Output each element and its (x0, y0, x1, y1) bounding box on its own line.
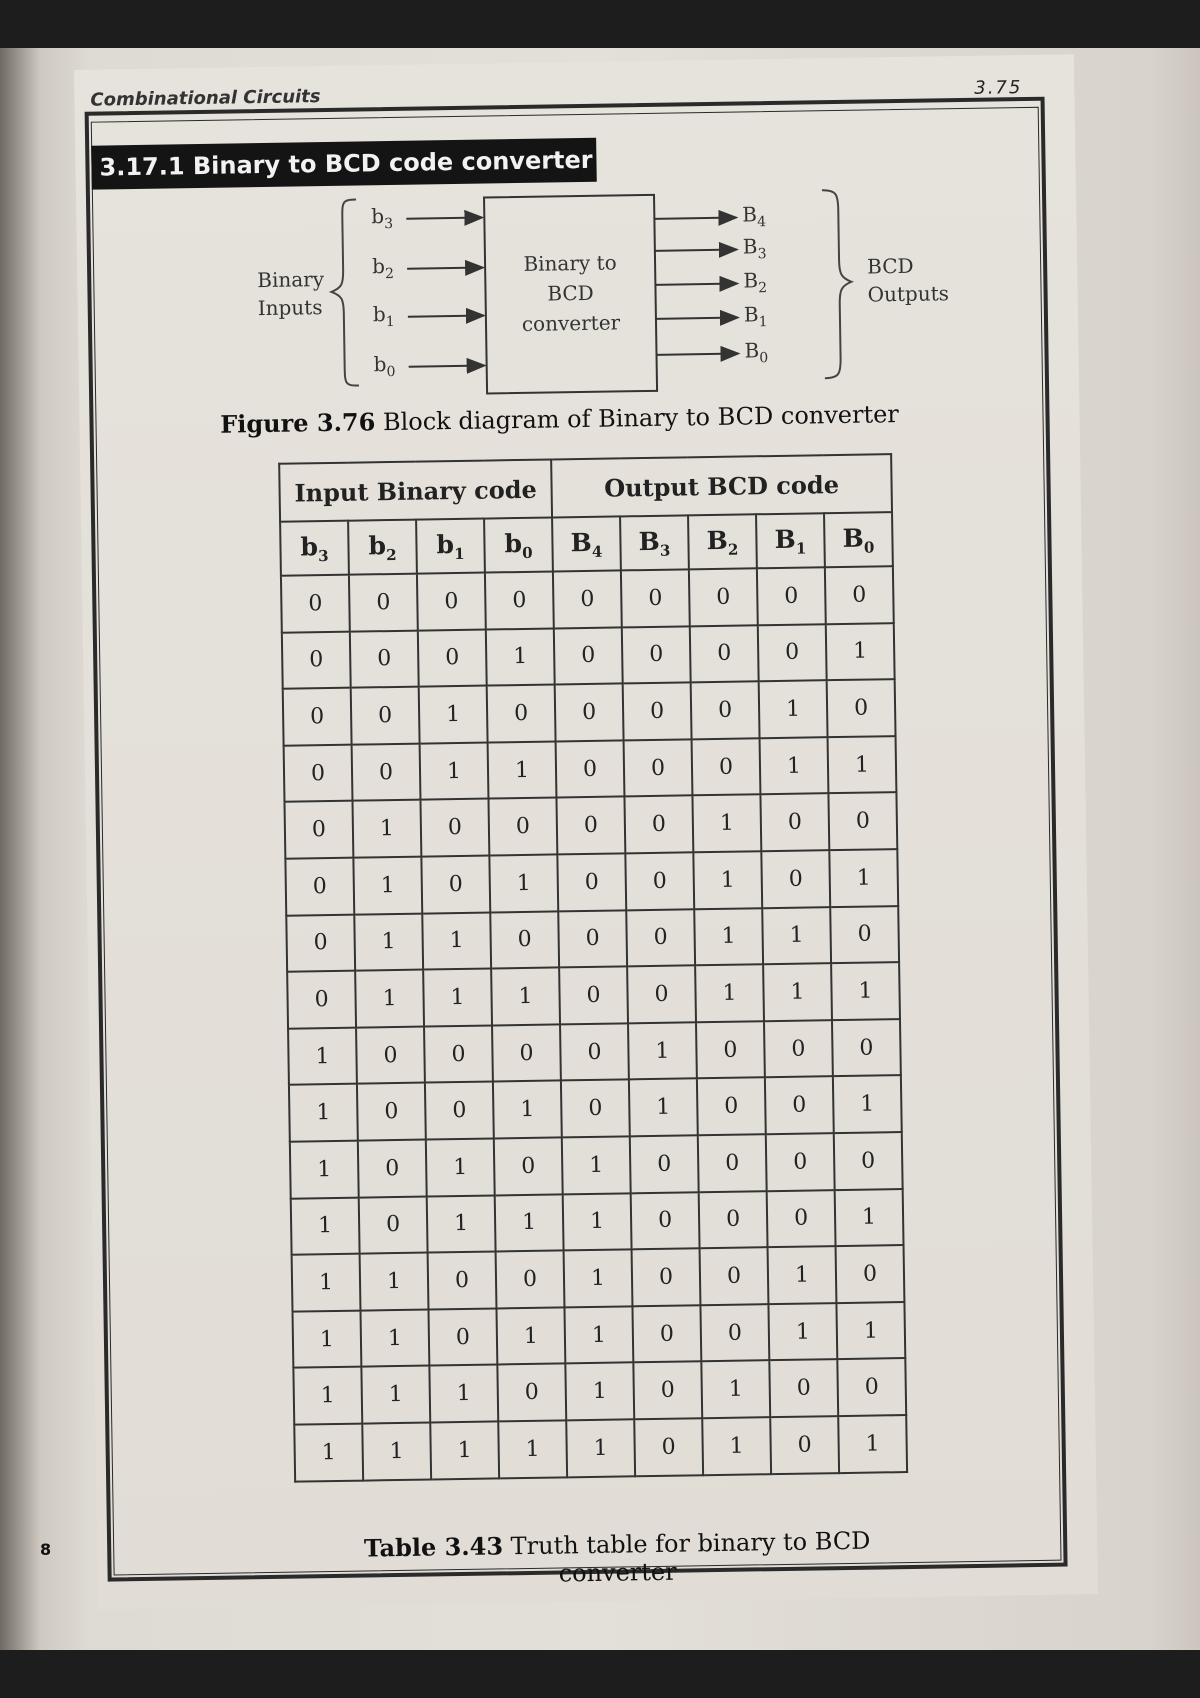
column-header (756, 513, 825, 568)
table-cell: 1 (838, 1415, 907, 1473)
table-row (293, 1358, 906, 1424)
output-label-B1: $B_1$ (743, 302, 768, 331)
column-header (824, 512, 893, 567)
table-cell: 1 (836, 1302, 905, 1360)
table-row (283, 679, 896, 745)
section-heading: 3.17.1 Binary to BCD code converter (91, 138, 597, 190)
table-cell: 0 (622, 626, 691, 684)
table-cell: 0 (692, 738, 761, 796)
column-header-sub: 2 (385, 545, 397, 564)
table-cell: 0 (766, 1133, 835, 1191)
table-cell: 0 (832, 1019, 901, 1077)
output-arrow-B0 (657, 354, 739, 355)
table-cell: 0 (424, 1025, 493, 1083)
table-cell: 0 (358, 1139, 427, 1197)
figure-number: Figure 3.76 (219, 407, 376, 439)
table-cell: 1 (292, 1310, 361, 1368)
page-number: 3.75 (974, 77, 1023, 99)
table-cell: 1 (695, 964, 764, 1022)
input-label-b1: $b_1$ (372, 302, 395, 331)
table-cell: 0 (560, 1023, 629, 1081)
table-cell: 1 (422, 912, 491, 970)
table-cell: 1 (360, 1253, 429, 1311)
table-cell: 1 (566, 1419, 635, 1477)
table-cell: 0 (624, 739, 693, 797)
column-header-sub: 0 (521, 543, 533, 562)
table-cell: 0 (418, 629, 487, 687)
table-cell: 1 (692, 795, 761, 853)
table-cell: 1 (362, 1422, 431, 1480)
table-cell: 0 (770, 1416, 839, 1474)
table-row (282, 623, 895, 689)
table-cell: 1 (835, 1189, 904, 1247)
table-cell: 0 (698, 1134, 767, 1192)
table-cell: 0 (420, 799, 489, 857)
table-cell: 0 (352, 743, 421, 801)
table-cell: 1 (291, 1197, 360, 1255)
input-group-header: Input Binary code (279, 460, 552, 522)
output-brace (822, 190, 853, 378)
table-cell: 1 (423, 969, 492, 1027)
table-cell: 0 (836, 1245, 905, 1303)
table-row (292, 1245, 905, 1311)
table-cell: 0 (623, 683, 692, 741)
table-cell: 1 (430, 1421, 499, 1479)
column-header-base: B (638, 526, 661, 556)
table-cell: 0 (428, 1252, 497, 1310)
table-cell: 0 (553, 570, 622, 628)
table-cell: 0 (555, 684, 624, 742)
column-header-sub: 3 (659, 541, 671, 560)
column-header-sub: 4 (591, 542, 603, 561)
input-brace (330, 200, 359, 386)
table-cell: 0 (485, 571, 554, 629)
table-cell: 0 (696, 1021, 765, 1079)
table-cell: 0 (625, 852, 694, 910)
table-cell: 0 (281, 575, 350, 633)
table-cell: 0 (630, 1135, 699, 1193)
table-cell: 1 (491, 968, 560, 1026)
table-cell: 1 (361, 1366, 430, 1424)
table-cell: 0 (626, 909, 695, 967)
output-arrow-B1 (656, 318, 738, 319)
table-cell: 1 (429, 1365, 498, 1423)
table-cell: 0 (425, 1082, 494, 1140)
table-cell: 1 (293, 1367, 362, 1425)
output-arrow-B3 (655, 250, 737, 251)
block-label-line-3: converter (521, 310, 621, 336)
table-cell: 1 (420, 742, 489, 800)
column-header-base: B (570, 527, 593, 557)
table-cell: 0 (359, 1196, 428, 1254)
table-cell: 1 (489, 854, 558, 912)
column-header-sub: 3 (318, 546, 329, 565)
output-group-label-line-1: BCD (866, 253, 914, 279)
table-cell: 0 (827, 679, 896, 737)
column-header (280, 521, 349, 576)
table-cell: 1 (352, 800, 421, 858)
table-cell: 1 (353, 857, 422, 915)
table-cell: 0 (758, 624, 827, 682)
table-cell: 0 (561, 1080, 630, 1138)
column-header-base: B (842, 523, 864, 553)
input-arrow-b3 (406, 218, 482, 219)
table-cell: 0 (357, 1083, 426, 1141)
table-row (281, 566, 894, 632)
table-cell: 0 (632, 1248, 701, 1306)
table-cell: 0 (556, 740, 625, 798)
table-caption (307, 1525, 928, 1592)
table-cell: 0 (690, 625, 759, 683)
table-cell: 1 (354, 913, 423, 971)
table-cell: 0 (559, 967, 628, 1025)
table-row (292, 1302, 905, 1368)
truth-table (278, 453, 908, 1482)
table-cell: 0 (487, 685, 556, 743)
table-cell: 1 (701, 1360, 770, 1418)
input-label-b2: $b_2$ (371, 254, 395, 283)
column-header (348, 520, 417, 575)
table-cell: 1 (694, 908, 763, 966)
table-cell: 1 (360, 1309, 429, 1367)
table-cell: 0 (834, 1132, 903, 1190)
table-cell: 0 (764, 1020, 833, 1078)
column-header (552, 516, 621, 571)
table-cell: 1 (759, 680, 828, 738)
table-cell: 0 (284, 744, 353, 802)
table-row (291, 1189, 904, 1255)
table-cell: 1 (290, 1141, 359, 1199)
output-group-label-line-2: Outputs (867, 281, 950, 307)
table-cell: 0 (556, 797, 625, 855)
output-label-B3: $B_3$ (742, 234, 767, 263)
table-cell: 1 (488, 741, 557, 799)
column-header-sub: 1 (795, 539, 807, 558)
table-cell: 1 (762, 907, 831, 965)
output-label-B0: $B_0$ (744, 338, 769, 367)
column-header-sub: 2 (727, 540, 739, 559)
column-header-base: b (504, 528, 523, 558)
column-header (484, 517, 553, 572)
table-cell: 1 (828, 736, 897, 794)
table-cell: 0 (631, 1192, 700, 1250)
table-row (290, 1132, 903, 1198)
table-cell: 0 (494, 1137, 563, 1195)
table-cell: 0 (769, 1359, 838, 1417)
table-cell: 1 (498, 1420, 567, 1478)
table-caption-text: Truth table for binary to BCD converter (502, 1526, 871, 1588)
truth-table-body (281, 566, 907, 1481)
input-arrow-b0 (409, 366, 485, 367)
table-cell: 0 (285, 858, 354, 916)
column-header-base: B (706, 525, 728, 555)
table-cell: 1 (419, 686, 488, 744)
table-row (289, 1075, 902, 1141)
table-cell: 1 (495, 1194, 564, 1252)
table-cell: 1 (496, 1307, 565, 1365)
table-cell: 0 (760, 794, 829, 852)
table-cell: 0 (282, 631, 351, 689)
group-header-row (279, 454, 892, 522)
column-header (620, 515, 689, 570)
column-header-base: b (300, 531, 319, 561)
column-header-base: B (774, 524, 796, 554)
table-cell: 1 (563, 1193, 632, 1251)
input-group-label-line-1: Binary (257, 267, 325, 293)
table-cell: 1 (760, 737, 829, 795)
table-cell: 0 (286, 914, 355, 972)
table-cell: 0 (356, 1026, 425, 1084)
edge-page-mark: 8 (40, 1540, 52, 1559)
table-cell: 1 (763, 963, 832, 1021)
table-cell: 0 (421, 855, 490, 913)
table-cell: 0 (761, 850, 830, 908)
table-cell: 0 (700, 1304, 769, 1362)
block-label-line-1: Binary to (523, 250, 617, 276)
table-cell: 1 (355, 970, 424, 1028)
running-head: Combinational Circuits (90, 86, 321, 111)
table-cell: 0 (621, 569, 690, 627)
output-arrow-B4 (654, 218, 736, 219)
table-cell: 0 (558, 910, 627, 968)
column-header-sub: 1 (453, 544, 465, 563)
output-group-header: Output BCD code (551, 454, 892, 517)
table-cell: 0 (825, 566, 894, 624)
table-row (288, 1019, 901, 1085)
figure-caption-text: Block diagram of Binary to BCD converter (375, 400, 900, 437)
table-cell: 1 (829, 849, 898, 907)
table-cell: 1 (564, 1306, 633, 1364)
input-label-b0: $b_0$ (373, 352, 396, 381)
table-cell: 0 (492, 1024, 561, 1082)
table-cell: 0 (627, 965, 696, 1023)
table-cell: 0 (765, 1076, 834, 1134)
block-label-line-2: BCD (547, 280, 594, 306)
column-header-sub: 0 (863, 537, 875, 557)
table-cell: 1 (564, 1249, 633, 1307)
table-cell: 1 (833, 1075, 902, 1133)
input-label-b3: $b_3$ (371, 204, 394, 233)
table-cell: 0 (691, 681, 760, 739)
column-header-row (280, 512, 893, 576)
column-header (416, 519, 485, 574)
table-cell: 0 (283, 688, 352, 746)
table-cell: 0 (417, 573, 486, 631)
table-cell: 0 (351, 687, 420, 745)
table-row (284, 792, 897, 858)
table-cell: 1 (826, 623, 895, 681)
output-label-B2: $B_2$ (743, 268, 768, 297)
table-cell: 1 (565, 1363, 634, 1421)
table-cell: 0 (287, 971, 356, 1029)
table-cell: 0 (689, 568, 758, 626)
input-arrow-b2 (407, 268, 483, 269)
table-cell: 0 (837, 1358, 906, 1416)
table-cell: 0 (496, 1251, 565, 1309)
table-cell: 0 (428, 1308, 497, 1366)
table-cell: 0 (497, 1364, 566, 1422)
output-arrow-B2 (655, 284, 737, 285)
table-cell: 0 (632, 1305, 701, 1363)
table-cell: 0 (350, 630, 419, 688)
table-cell: 0 (490, 911, 559, 969)
table-cell: 0 (828, 792, 897, 850)
column-header-base: b (436, 529, 455, 559)
book-page (74, 54, 1098, 1610)
table-cell: 0 (697, 1078, 766, 1136)
table-cell: 1 (493, 1081, 562, 1139)
table-cell: 1 (768, 1246, 837, 1304)
table-cell: 0 (488, 798, 557, 856)
table-row (286, 906, 899, 972)
table-cell: 0 (349, 574, 418, 632)
table-row (294, 1415, 907, 1481)
table-cell: 1 (288, 1027, 357, 1085)
table-cell: 0 (700, 1247, 769, 1305)
table-row (285, 849, 898, 915)
table-row (284, 736, 897, 802)
table-cell: 1 (289, 1084, 358, 1142)
table-cell: 0 (634, 1418, 703, 1476)
table-row (287, 962, 900, 1028)
table-cell: 1 (292, 1254, 361, 1312)
table-cell: 1 (831, 962, 900, 1020)
table-cell: 1 (702, 1417, 771, 1475)
table-cell: 1 (427, 1195, 496, 1253)
table-cell: 1 (294, 1423, 363, 1481)
table-cell: 1 (426, 1138, 495, 1196)
column-header (688, 514, 757, 569)
table-cell: 0 (557, 853, 626, 911)
table-cell: 1 (486, 628, 555, 686)
input-group-label-line-2: Inputs (257, 295, 323, 321)
table-cell: 0 (767, 1190, 836, 1248)
table-cell: 1 (693, 851, 762, 909)
table-cell: 1 (768, 1303, 837, 1361)
block-diagram (256, 180, 959, 401)
table-cell: 0 (757, 567, 826, 625)
table-cell: 0 (284, 801, 353, 859)
column-header-base: b (368, 530, 387, 560)
table-cell: 1 (562, 1136, 631, 1194)
table-cell: 0 (633, 1362, 702, 1420)
table-cell: 0 (624, 796, 693, 854)
table-cell: 0 (554, 627, 623, 685)
table-cell: 1 (629, 1079, 698, 1137)
output-label-B4: $B_4$ (742, 202, 767, 231)
table-number: Table 3.43 (363, 1531, 504, 1563)
table-cell: 1 (628, 1022, 697, 1080)
table-cell: 0 (830, 906, 899, 964)
table-cell: 0 (699, 1191, 768, 1249)
input-arrow-b1 (408, 316, 484, 317)
